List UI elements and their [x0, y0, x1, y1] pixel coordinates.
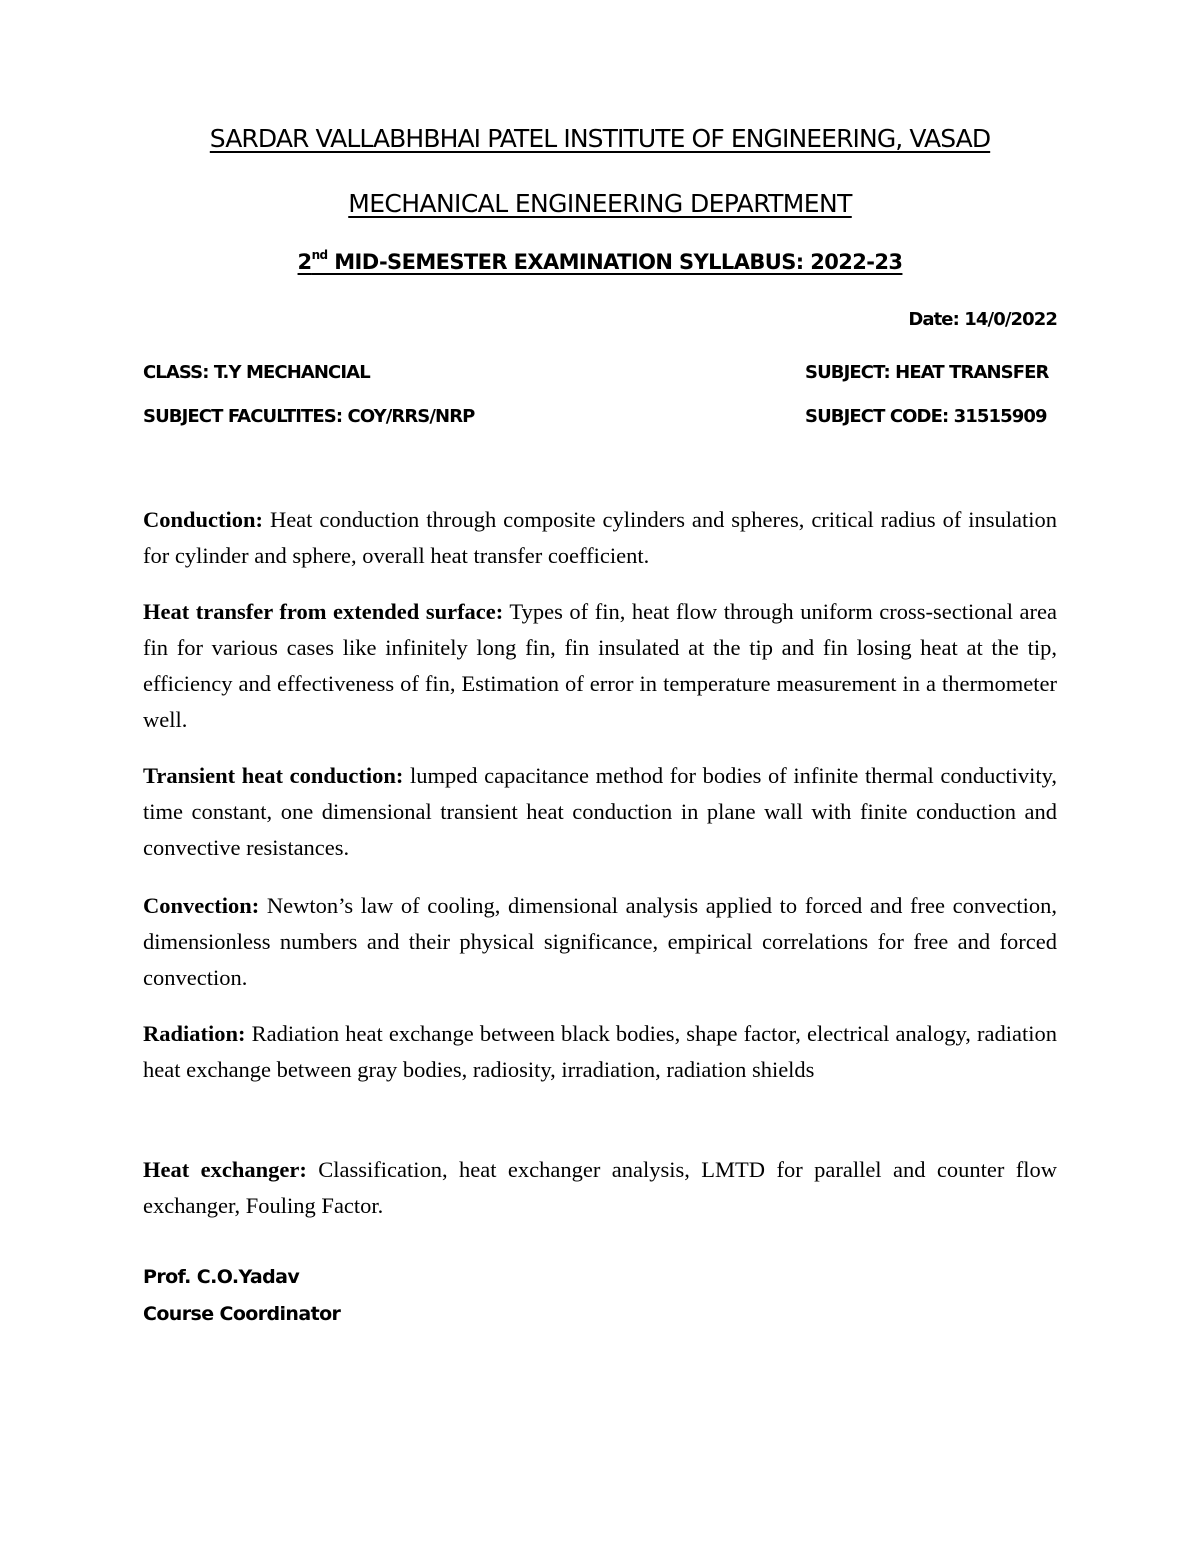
institute-title: SARDAR VALLABHBHAI PATEL INSTITUTE OF ENGINEERING, VASAD	[209, 124, 991, 153]
topic-body: Newton’s law of cooling, dimensional analysis applied to forced and free convection, dimensionless numbers and their physical significance, empirical correlations for free and forced convection.	[143, 893, 1057, 990]
topic-title: Convection:	[143, 893, 260, 918]
topic-body: Radiation heat exchange between black bodies, shape factor, electrical analogy, radiation heat exchange between gray bodies, radiosity, irradiation, radiation shields	[143, 1021, 1057, 1082]
exam-date: Date: 14/0/2022	[908, 309, 1057, 330]
subject-code-label: SUBJECT CODE: 31515909	[805, 406, 1047, 427]
exam-ordinal-suffix: nd	[311, 248, 328, 262]
topic-radiation	[143, 1016, 1057, 1088]
faculties-label: SUBJECT FACULTITES: COY/RRS/NRP	[143, 406, 475, 427]
signatory-role: Course Coordinator	[143, 1303, 341, 1325]
topic-title: Heat transfer from extended surface:	[143, 599, 504, 624]
subject-label: SUBJECT: HEAT TRANSFER	[805, 362, 1049, 383]
department-title: MECHANICAL ENGINEERING DEPARTMENT	[348, 189, 852, 218]
exam-title-text: MID-SEMESTER EXAMINATION SYLLABUS: 2022-23	[327, 250, 903, 274]
topic-extended-surface	[143, 594, 1057, 738]
topic-body: Types of fin, heat flow through uniform cross-sectional area fin for various cases like infinitely long fin, fin insulated at the tip and fin losing heat at the tip, efficiency and effectiveness of fin, Estimation of error in temperature measurement in a thermometer well.	[143, 599, 1057, 732]
exam-title	[140, 250, 1060, 274]
topic-body: Heat conduction through composite cylinders and spheres, critical radius of insulation for cylinder and sphere, overall heat transfer coefficient.	[143, 507, 1057, 568]
topic-title: Transient heat conduction:	[143, 763, 404, 788]
topic-heat-exchanger	[143, 1152, 1057, 1224]
topic-title: Radiation:	[143, 1021, 246, 1046]
topic-convection	[143, 888, 1057, 996]
topic-title: Conduction:	[143, 507, 264, 532]
signatory-name: Prof. C.O.Yadav	[143, 1266, 300, 1288]
topic-body: lumped capacitance method for bodies of infinite thermal conductivity, time constant, one dimensional transient heat conduction in plane wall with finite conduction and convective resistances.	[143, 763, 1057, 860]
topic-transient-conduction	[143, 758, 1057, 866]
exam-ordinal: 2	[297, 250, 312, 274]
topic-title: Heat exchanger:	[143, 1157, 307, 1182]
class-label: CLASS: T.Y MECHANCIAL	[143, 362, 370, 383]
topic-body: Classification, heat exchanger analysis, LMTD for parallel and counter flow exchanger, Fouling Factor.	[143, 1157, 1057, 1218]
topic-conduction	[143, 502, 1057, 574]
